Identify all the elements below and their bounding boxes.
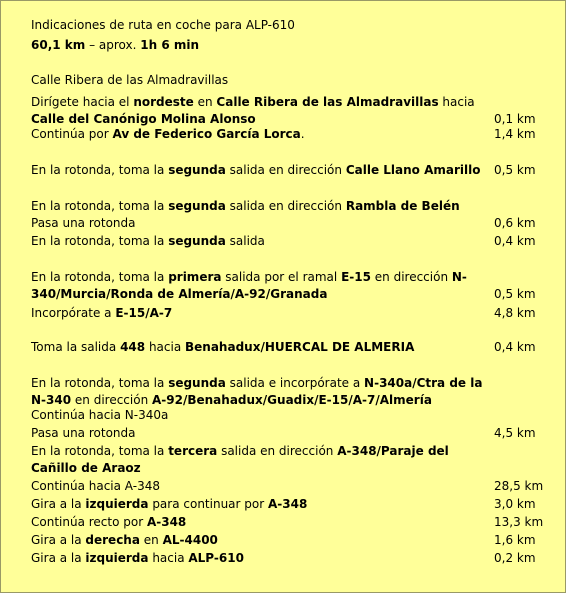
step-instruction: Continúa hacia A-348: [31, 479, 160, 493]
step-distance: 3,0 km: [494, 497, 536, 511]
step-instruction: Continúa recto por A-348: [31, 515, 187, 529]
step-distance: 0,6 km: [494, 216, 536, 230]
step-distance: 0,4 km: [494, 340, 536, 354]
step-distance: 0,5 km: [494, 287, 536, 301]
step-distance: 13,3 km: [494, 515, 544, 529]
step-distance: 0,5 km: [494, 163, 536, 177]
step-instruction: En la rotonda, toma la tercera salida en dirección A-348/Paraje del Cañillo de Araoz: [31, 444, 449, 475]
step-instruction: En la rotonda, toma la segunda salida en dirección Calle Llano Amarillo: [31, 163, 481, 177]
step-distance: 0,2 km: [494, 551, 536, 565]
route-summary: 60,1 km – aprox. 1h 6 min: [31, 38, 200, 52]
step-distance: 4,8 km: [494, 306, 536, 320]
step-distance: 1,4 km: [494, 127, 536, 141]
step-distance: 4,5 km: [494, 426, 536, 440]
step-distance: 0,1 km: [494, 112, 536, 126]
step-distance: 28,5 km: [494, 479, 544, 493]
step-instruction: En la rotonda, toma la primera salida por el ramal E-15 en dirección N-340/Murcia/Ronda de Almería/A-92/Granada: [31, 270, 467, 301]
step-instruction: En la rotonda, toma la segunda salida: [31, 234, 265, 248]
step-instruction: Pasa una rotonda: [31, 426, 136, 440]
step-instruction: Dirígete hacia el nordeste en Calle Ribera de las Almadravillas hacia Calle del Canónigo Molina Alonso: [31, 95, 475, 126]
step-instruction: Gira a la izquierda para continuar por A-348: [31, 497, 308, 511]
step-instruction: En la rotonda, toma la segunda salida e incorpórate a N-340a/Ctra de la N-340 en dirección A-92/Benahadux/Guadix/E-15/A-7/Almería: [31, 376, 483, 407]
step-instruction: Pasa una rotonda: [31, 216, 136, 230]
step-instruction: Continúa hacia N-340a: [31, 408, 169, 422]
step-distance: 1,6 km: [494, 533, 536, 547]
step-instruction: Incorpórate a E-15/A-7: [31, 306, 173, 320]
route-origin: Calle Ribera de las Almadravillas: [31, 73, 229, 87]
route-title: Indicaciones de ruta en coche para ALP-610: [31, 18, 295, 32]
step-instruction: Gira a la izquierda hacia ALP-610: [31, 551, 244, 565]
step-instruction: En la rotonda, toma la segunda salida en dirección Rambla de Belén: [31, 199, 460, 213]
step-instruction: Toma la salida 448 hacia Benahadux/HUERCAL DE ALMERIA: [31, 340, 415, 354]
step-instruction: Continúa por Av de Federico García Lorca.: [31, 127, 305, 141]
step-distance: 0,4 km: [494, 234, 536, 248]
step-instruction: Gira a la derecha en AL-4400: [31, 533, 218, 547]
